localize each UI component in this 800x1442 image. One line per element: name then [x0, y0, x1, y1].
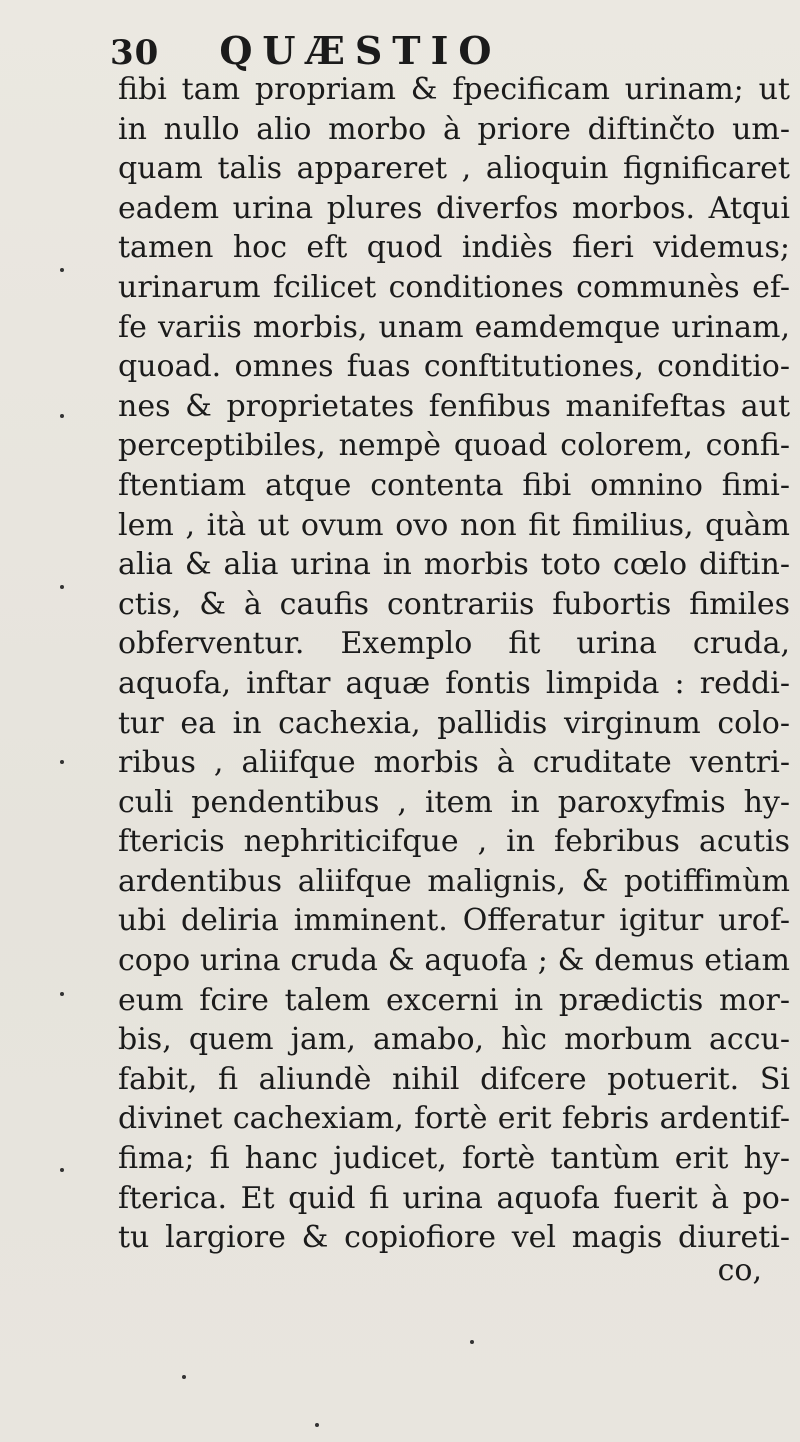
text-line: ftentiam atque contenta fibi omnino fimi- — [118, 467, 790, 503]
text-line: culi pendentibus , item in paroxyfmis hy- — [118, 784, 790, 820]
page-number: 30 — [110, 33, 160, 73]
text-line: obferventur. Exemplo fit urina cruda, — [118, 626, 790, 662]
text-line: fterica. Et quid fi urina aquofa fuerit à po- — [118, 1180, 790, 1216]
text-line: perceptibiles, nempè quoad colorem, confi- — [118, 428, 790, 464]
text-line: eum fcire talem excerni in prædictis mor- — [118, 982, 790, 1018]
text-line: tur ea in cachexia, pallidis virginum colo- — [118, 705, 790, 741]
text-line: ardentibus aliifque malignis, & potiffimùm — [118, 863, 790, 899]
text-line: ftericis nephriticifque , in febribus acutis — [118, 824, 790, 860]
text-line: ubi deliria imminent. Offeratur igitur urof- — [118, 903, 790, 939]
body-text — [118, 70, 790, 1258]
text-line: alia & alia urina in morbis toto cœlo diftin- — [118, 547, 790, 583]
text-line: copo urina cruda & aquofa ; & demus etiam — [118, 943, 790, 979]
margin-dot — [60, 414, 64, 418]
text-line: tamen hoc eft quod indiès fieri videmus; — [118, 230, 790, 266]
catchword: co, — [717, 1253, 762, 1288]
running-title: QUÆSTIO — [219, 28, 502, 73]
text-line: quam talis appareret , alioquin fignificaret — [118, 151, 790, 187]
margin-dot — [60, 585, 64, 589]
text-line: fe variis morbis, unam eamdemque urinam, — [118, 309, 790, 345]
margin-dot — [182, 1375, 186, 1379]
text-line: fibi tam propriam & fpecificam urinam; ut — [118, 72, 790, 107]
text-line: ctis, & à caufis contrariis fubortis fimiles — [118, 586, 790, 622]
margin-dot — [315, 1423, 319, 1427]
text-line: nes & proprietates fenfibus manifeftas aut — [118, 388, 790, 424]
text-line: ribus , aliifque morbis à cruditate ventri- — [118, 745, 790, 781]
text-line: fima; fi hanc judicet, fortè tantùm erit hy- — [118, 1141, 790, 1177]
text-line: fabit, fi aliundè nihil difcere potuerit. Si — [118, 1061, 790, 1097]
margin-dot — [60, 992, 64, 996]
text-line: eadem urina plures diverfos morbos. Atqui — [118, 190, 790, 226]
margin-dot — [60, 1168, 64, 1172]
margin-dot — [470, 1340, 474, 1344]
margin-dot — [60, 268, 64, 272]
text-line: divinet cachexiam, fortè erit febris ardentif- — [118, 1101, 790, 1137]
text-line: bis, quem jam, amabo, hìc morbum accu- — [118, 1022, 790, 1058]
text-line: urinarum fcilicet conditiones communès ef- — [118, 269, 790, 305]
text-line: lem , ità ut ovum ovo non fit fimilius, quàm — [118, 507, 790, 543]
text-line: quoad. omnes fuas conftitutiones, conditio- — [118, 349, 790, 385]
text-line: aquofa, inftar aquæ fontis limpida : reddi- — [118, 665, 790, 701]
margin-dot — [60, 760, 64, 764]
text-line: tu largiore & copiofiore vel magis diureti- — [118, 1220, 790, 1256]
text-line: in nullo alio morbo à priore diftinčto um- — [118, 111, 790, 147]
